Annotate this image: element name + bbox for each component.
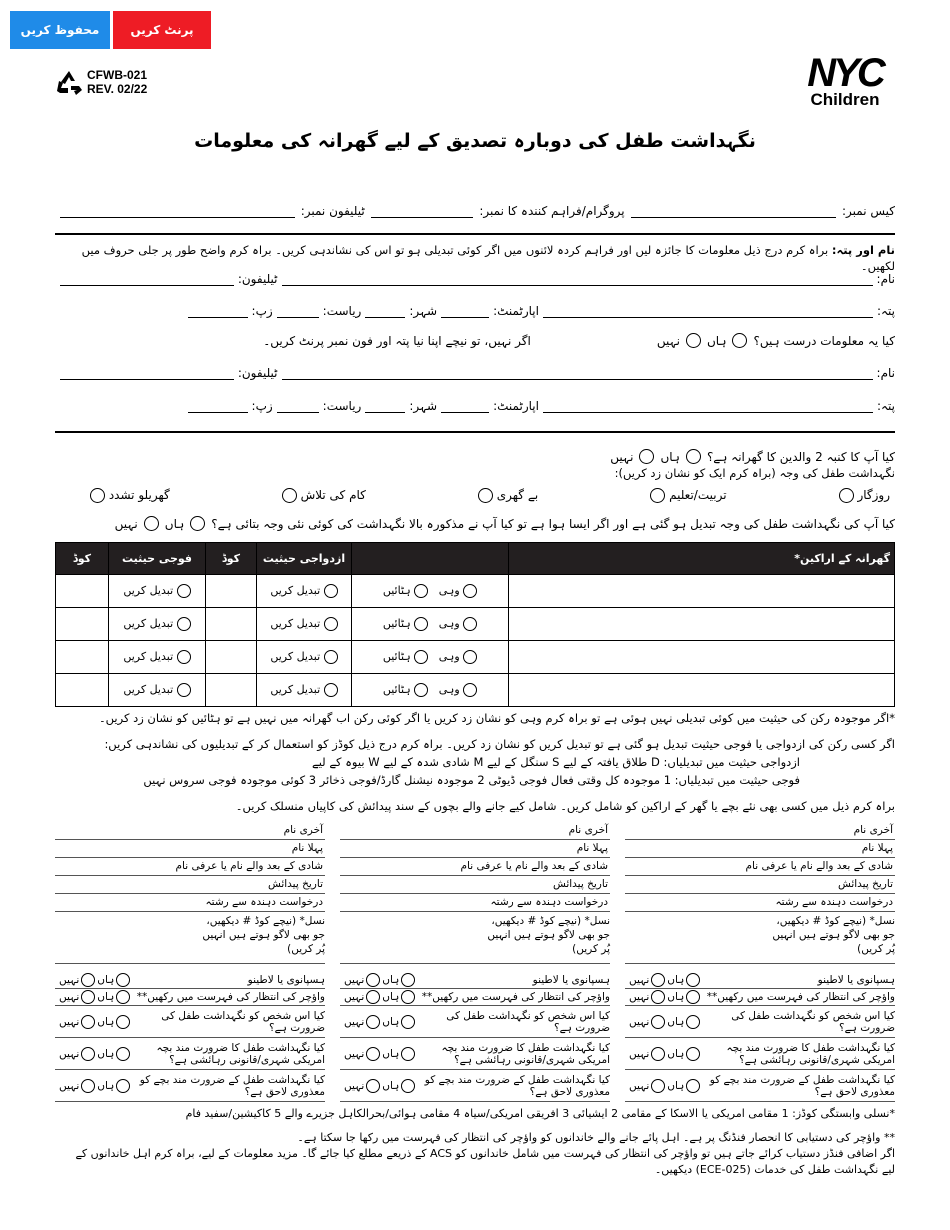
table-note-same: *اگر موجودہ رکن کی حیثیت میں کوئی تبدیلی نہیں ہوئی ہے تو براہ کرم وہی کو نشان زد کریں یا اگر کوئی رکن اب گھرانہ میں نہیں ہے تو ہٹائیں کو نشان زد کریں۔ xyxy=(98,711,895,725)
care-reason-question: نگہداشت طفل کی وجہ (براہ کرم ایک کو نشان زد کریں): xyxy=(614,466,895,480)
address-label: پتہ: xyxy=(876,304,895,318)
no-radio[interactable] xyxy=(651,1079,665,1093)
phone-number-field[interactable] xyxy=(60,206,295,218)
member-name-cell[interactable] xyxy=(509,641,895,674)
no-radio[interactable] xyxy=(651,990,665,1004)
needs-care-question: کیا اس شخص کو نگہداشت طفل کی ضرورت ہے؟ xyxy=(161,1009,325,1034)
marital-change-radio[interactable] xyxy=(324,650,338,664)
voucher-footnote: ** واؤچر کی دستیابی کا انحصار فنڈنگ پر ہے۔ اہل پائے جانے والے خاندانوں کو واؤچر کی انتظار کی فہرست میں رکھا جا سکتا ہے۔ xyxy=(297,1131,895,1144)
marital-codes-note: ازدواجی حیثیت میں تبدیلیاں: D طلاق یافتہ کے لیے S سنگل کے لیے M شادی شدہ کے لیے W بیوہ کے لیے xyxy=(311,755,800,769)
new-address-label: پتہ: xyxy=(876,399,895,413)
citizen-question: کیا نگہداشت طفل کا ضرورت مند بچہ امریکی شہری/قانونی رہائشی ہے؟ xyxy=(726,1041,895,1066)
table-row: تبدیل کریں تبدیل کریں وہی ہٹائیں xyxy=(56,608,895,641)
same-radio[interactable] xyxy=(463,683,477,697)
race-field[interactable]: نسل* (نیچے کوڈ # دیکھیں، جو بھی لاگو ہوتے ہیں انہیں پُر کریں) xyxy=(340,912,610,964)
marital-change-radio[interactable] xyxy=(324,584,338,598)
voucher-waitlist-question: واؤچر کی انتظار کی فہرست میں رکھیں** xyxy=(421,991,610,1003)
remove-radio[interactable] xyxy=(414,683,428,697)
no-radio[interactable] xyxy=(651,1015,665,1029)
new-city-field[interactable] xyxy=(365,401,405,413)
marital-code-cell[interactable] xyxy=(206,608,257,641)
no-radio[interactable] xyxy=(366,1047,380,1061)
marital-code-cell[interactable] xyxy=(206,641,257,674)
first-name-field[interactable]: پہلا نام xyxy=(625,840,895,858)
no-radio[interactable] xyxy=(81,1079,95,1093)
two-parents-question: کیا آپ کا کنبہ 2 والدین کا گھرانہ ہے؟ xyxy=(706,450,895,464)
additional-funds-footnote: اگر اضافی فنڈز دستیاب کرائے جاتے ہیں تو واؤچر کی انتظار کی فہرست میں شامل خاندانوں کو ACS کے ذریعے مطلع کیا جائے گا۔ مزید معلومات کے لیے، براہ کرم اہل خاندانوں کے لیے نگہداشت طفل کی خدمات (ECE-025) دیکھیں۔ xyxy=(75,1147,895,1176)
reason-changed-no-radio[interactable] xyxy=(144,516,159,531)
no-radio[interactable] xyxy=(366,1015,380,1029)
yes-radio[interactable] xyxy=(116,1015,130,1029)
new-city-label: شہر: xyxy=(409,399,438,413)
two-parents-no-radio[interactable] xyxy=(639,449,654,464)
military-code-cell[interactable] xyxy=(56,674,109,707)
needs-care-question: کیا اس شخص کو نگہداشت طفل کی ضرورت ہے؟ xyxy=(446,1009,610,1034)
new-state-field[interactable] xyxy=(277,401,319,413)
new-name-field[interactable] xyxy=(282,368,873,380)
zip-label: زپ: xyxy=(251,304,273,318)
zip-field[interactable] xyxy=(188,306,248,318)
save-button[interactable]: محفوظ کریں xyxy=(10,11,110,49)
hispanic-question: ہسپانوی یا لاطینو xyxy=(532,974,610,986)
same-radio[interactable] xyxy=(463,650,477,664)
child-column-2: آخری نام پہلا نام شادی کے بعد والے نام یا عرفی نام تاریخ پیدائش درخواست دہندہ سے رشتہ نسل* (نیچے کوڈ # دیکھیں، جو بھی لاگو ہوتے ہیں انہیں پُر کریں) ہسپانوی یا لاطینو ہاں نہیں واؤچر کی انتظار کی فہرست میں رکھیں** ہاں نہیں کیا اس شخص کو نگہداشت طفل کی ضرورت ہے؟ ہاں نہیں کیا نگہداشت طفل کا ضرورت مند بچہ امریکی شہری/قانونی رہائشی ہے؟ ہاں نہیں کیا نگہداشت طفل کے ضرورت مند بچے کو معذوری لاحق ہے؟ ہاں نہیں xyxy=(340,822,610,1102)
relation-field[interactable]: درخواست دہندہ سے رشتہ xyxy=(55,894,325,912)
case-number-label: کیس نمبر: xyxy=(841,204,895,218)
new-members-instructions: براہ کرم ذیل میں کسی بھی نئے بچے یا گھر کے اراکین کو شامل کریں۔ شامل کیے جانے والے بچوں کے سند پیدائش کی کاپیاں منسلک کریں۔ xyxy=(235,799,895,813)
citizen-question: کیا نگہداشت طفل کا ضرورت مند بچہ امریکی شہری/قانونی رہائشی ہے؟ xyxy=(441,1041,610,1066)
print-button[interactable]: پرنٹ کریں xyxy=(113,11,211,49)
military-code-cell[interactable] xyxy=(56,575,109,608)
yes-radio[interactable] xyxy=(401,973,415,987)
yes-label: ہاں xyxy=(706,334,727,348)
marital-code-cell[interactable] xyxy=(206,575,257,608)
remove-radio[interactable] xyxy=(414,617,428,631)
first-name-field[interactable]: پہلا نام xyxy=(55,840,325,858)
military-code-cell[interactable] xyxy=(56,608,109,641)
child-column-1: آخری نام پہلا نام شادی کے بعد والے نام یا عرفی نام تاریخ پیدائش درخواست دہندہ سے رشتہ نسل* (نیچے کوڈ # دیکھیں، جو بھی لاگو ہوتے ہیں انہیں پُر کریں) ہسپانوی یا لاطینو ہاں نہیں واؤچر کی انتظار کی فہرست میں رکھیں** ہاں نہیں کیا اس شخص کو نگہداشت طفل کی ضرورت ہے؟ ہاں نہیں کیا نگہداشت طفل کا ضرورت مند بچہ امریکی شہری/قانونی رہائشی ہے؟ ہاں نہیں کیا نگہداشت طفل کے ضرورت مند بچے کو معذوری لاحق ہے؟ ہاں نہیں xyxy=(625,822,895,1102)
yes-radio[interactable] xyxy=(401,990,415,1004)
hispanic-question: ہسپانوی یا لاطینو xyxy=(817,974,895,986)
marital-code-cell[interactable] xyxy=(206,674,257,707)
no-radio[interactable] xyxy=(366,990,380,1004)
page-title: نگہداشت طفل کی دوبارہ تصدیق کے لیے گھرانہ کی معلومات xyxy=(194,130,756,152)
form-revision: REV. 02/22 xyxy=(87,82,148,96)
name-address-instructions: نام اور پتہ: براہ کرم درج ذیل معلومات کا جائزہ لیں اور فراہم کردہ لائنوں میں اگر کوئی تبدیلی ہو تو اس کی نشاندہی کریں۔ براہ کرم واضح طور پر جلی حروف میں لکھیں۔ xyxy=(81,243,895,273)
household-members-table xyxy=(55,542,895,707)
new-phone-field[interactable] xyxy=(60,368,234,380)
no-radio[interactable] xyxy=(651,973,665,987)
reason-domestic-violence[interactable]: گھریلو تشدد xyxy=(90,488,170,503)
state-label: ریاست: xyxy=(322,304,362,318)
yes-label: ہاں xyxy=(164,517,185,531)
two-parents-yes-radio[interactable] xyxy=(686,449,701,464)
military-code-cell[interactable] xyxy=(56,641,109,674)
state-field[interactable] xyxy=(277,306,319,318)
married-name-field[interactable]: شادی کے بعد والے نام یا عرفی نام xyxy=(55,858,325,876)
apt-label: اپارٹمنٹ: xyxy=(493,304,539,318)
table-row: تبدیل کریں تبدیل کریں وہی ہٹائیں xyxy=(56,674,895,707)
yes-radio[interactable] xyxy=(686,973,700,987)
yes-radio[interactable] xyxy=(116,973,130,987)
yes-radio[interactable] xyxy=(686,1047,700,1061)
race-field[interactable]: نسل* (نیچے کوڈ # دیکھیں، جو بھی لاگو ہوتے ہیں انہیں پُر کریں) xyxy=(55,912,325,964)
yes-radio[interactable] xyxy=(686,990,700,1004)
info-correct-yes-radio[interactable] xyxy=(732,333,747,348)
same-radio[interactable] xyxy=(463,617,477,631)
table-note-change: اگر کسی رکن کی ازدواجی یا فوجی حیثیت تبدیل ہو گئی ہے تو تبدیل کریں کو نشان زد کریں۔ براہ کرم درج ذیل کوڈز کو استعمال کر کے تبدیلیوں کی نشاندہی کریں: xyxy=(104,737,895,751)
disability-question: کیا نگہداشت طفل کے ضرورت مند بچے کو معذوری لاحق ہے؟ xyxy=(424,1073,610,1098)
child-column-3: آخری نام پہلا نام شادی کے بعد والے نام یا عرفی نام تاریخ پیدائش درخواست دہندہ سے رشتہ نسل* (نیچے کوڈ # دیکھیں، جو بھی لاگو ہوتے ہیں انہیں پُر کریں) ہسپانوی یا لاطینو ہاں نہیں واؤچر کی انتظار کی فہرست میں رکھیں** ہاں نہیں کیا اس شخص کو نگہداشت طفل کی ضرورت ہے؟ ہاں نہیں کیا نگہداشت طفل کا ضرورت مند بچہ امریکی شہری/قانونی رہائشی ہے؟ ہاں نہیں کیا نگہداشت طفل کے ضرورت مند بچے کو معذوری لاحق ہے؟ ہاں نہیں xyxy=(55,822,325,1102)
phone-number-label: ٹیلیفون نمبر: xyxy=(300,204,365,218)
new-apt-field[interactable] xyxy=(441,401,489,413)
voucher-waitlist-question: واؤچر کی انتظار کی فہرست میں رکھیں** xyxy=(136,991,325,1003)
name-field[interactable] xyxy=(282,274,873,286)
marital-change-radio[interactable] xyxy=(324,617,338,631)
reason-employment[interactable]: روزگار xyxy=(839,488,890,503)
new-name-label: نام: xyxy=(876,366,895,380)
last-name-field[interactable]: آخری نام xyxy=(55,822,325,840)
member-name-cell[interactable] xyxy=(509,575,895,608)
no-radio[interactable] xyxy=(651,1047,665,1061)
needs-care-question: کیا اس شخص کو نگہداشت طفل کی ضرورت ہے؟ xyxy=(731,1009,895,1034)
military-change-radio[interactable] xyxy=(177,683,191,697)
table-row: تبدیل کریں تبدیل کریں وہی ہٹائیں xyxy=(56,641,895,674)
info-correct-question: کیا یہ معلومات درست ہیں؟ xyxy=(753,334,895,348)
members-header: گھرانہ کے اراکین* xyxy=(509,543,895,575)
info-correct-note: اگر نہیں، تو نیچے اپنا نیا پتہ اور فون نمبر پرنٹ کریں۔ xyxy=(263,334,531,348)
yes-radio[interactable] xyxy=(686,1015,700,1029)
no-radio[interactable] xyxy=(81,990,95,1004)
status-header xyxy=(352,543,509,575)
program-number-label: پروگرام/فراہم کنندہ کا نمبر: xyxy=(479,204,625,218)
table-row: تبدیل کریں تبدیل کریں وہی ہٹائیں xyxy=(56,575,895,608)
last-name-field[interactable]: آخری نام xyxy=(625,822,895,840)
no-label: نہیں xyxy=(656,334,680,348)
care-reason-options xyxy=(90,488,890,503)
form-code: CFWB-021 xyxy=(87,68,148,82)
dob-field[interactable]: تاریخ پیدائش xyxy=(55,876,325,894)
new-apt-label: اپارٹمنٹ: xyxy=(493,399,539,413)
member-name-cell[interactable] xyxy=(509,674,895,707)
address-field[interactable] xyxy=(543,306,873,318)
new-address-field[interactable] xyxy=(543,401,873,413)
remove-radio[interactable] xyxy=(414,584,428,598)
yes-radio[interactable] xyxy=(401,1015,415,1029)
member-name-cell[interactable] xyxy=(509,608,895,641)
phone-label: ٹیلیفون: xyxy=(237,272,278,286)
yes-radio[interactable] xyxy=(686,1079,700,1093)
info-correct-no-radio[interactable] xyxy=(686,333,701,348)
new-zip-field[interactable] xyxy=(188,401,248,413)
military-code-header: کوڈ xyxy=(56,543,109,575)
same-radio[interactable] xyxy=(463,584,477,598)
relation-field[interactable]: درخواست دہندہ سے رشتہ xyxy=(340,894,610,912)
married-name-field[interactable]: شادی کے بعد والے نام یا عرفی نام xyxy=(625,858,895,876)
citizen-question: کیا نگہداشت طفل کا ضرورت مند بچہ امریکی شہری/قانونی رہائشی ہے؟ xyxy=(156,1041,325,1066)
no-label: نہیں xyxy=(610,450,634,464)
no-radio[interactable] xyxy=(81,1047,95,1061)
yes-radio[interactable] xyxy=(401,1047,415,1061)
military-change-radio[interactable] xyxy=(177,650,191,664)
no-label: نہیں xyxy=(114,517,138,531)
recycle-icon xyxy=(55,70,83,96)
race-field[interactable]: نسل* (نیچے کوڈ # دیکھیں، جو بھی لاگو ہوتے ہیں انہیں پُر کریں) xyxy=(625,912,895,964)
yes-radio[interactable] xyxy=(116,1047,130,1061)
military-change-radio[interactable] xyxy=(177,617,191,631)
marital-change-radio[interactable] xyxy=(324,683,338,697)
first-name-field[interactable]: پہلا نام xyxy=(340,840,610,858)
program-number-field[interactable] xyxy=(371,206,474,218)
yes-radio[interactable] xyxy=(116,990,130,1004)
yes-radio[interactable] xyxy=(401,1079,415,1093)
remove-radio[interactable] xyxy=(414,650,428,664)
disability-question: کیا نگہداشت طفل کے ضرورت مند بچے کو معذوری لاحق ہے؟ xyxy=(139,1073,325,1098)
apt-field[interactable] xyxy=(441,306,489,318)
city-field[interactable] xyxy=(365,306,405,318)
new-zip-label: زپ: xyxy=(251,399,273,413)
military-change-radio[interactable] xyxy=(177,584,191,598)
marital-status-header: ازدواجی حیثیت xyxy=(257,543,352,575)
no-radio[interactable] xyxy=(81,1015,95,1029)
dob-field[interactable]: تاریخ پیدائش xyxy=(625,876,895,894)
dob-field[interactable]: تاریخ پیدائش xyxy=(340,876,610,894)
reason-changed-question: کیا آپ کی نگہداشت طفل کی وجہ تبدیل ہو گئی ہے اور اگر ایسا ہوا ہے تو کیا آپ نے مذکورہ بالا نگہداشت کی کوئی نئی وجہ بتائی ہے؟ xyxy=(211,517,895,531)
reason-homeless[interactable]: بے گھری xyxy=(478,488,538,503)
new-state-label: ریاست: xyxy=(322,399,362,413)
yes-radio[interactable] xyxy=(116,1079,130,1093)
table-header xyxy=(56,543,895,575)
voucher-waitlist-question: واؤچر کی انتظار کی فہرست میں رکھیں** xyxy=(706,991,895,1003)
race-codes-footnote: *نسلی وابستگی کوڈز: 1 مقامی امریکی یا الاسکا کے مقامی 2 ایشیائی 3 افریقی امریکی/سیاہ 4 مقامی ہوائی/بحرالکاہل جزیرے والے 5 کاکیشین/سفید فام xyxy=(185,1107,895,1120)
new-phone-label: ٹیلیفون: xyxy=(237,366,278,380)
reason-changed-yes-radio[interactable] xyxy=(190,516,205,531)
reason-training[interactable]: تربیت/تعلیم xyxy=(650,488,726,503)
name-label: نام: xyxy=(876,272,895,286)
case-number-field[interactable] xyxy=(631,206,836,218)
no-radio[interactable] xyxy=(81,973,95,987)
hispanic-question: ہسپانوی یا لاطینو xyxy=(247,974,325,986)
marital-code-header: کوڈ xyxy=(206,543,257,575)
city-label: شہر: xyxy=(409,304,438,318)
military-codes-note: فوجی حیثیت میں تبدیلیاں: 1 موجودہ کل وقتی فعال فوجی ڈیوٹی 2 موجودہ نیشنل گارڈ/فوجی ذخائر 3 کوئی موجودہ فوجی سروس نہیں xyxy=(143,773,800,787)
nyc-children-logo: NYC Children xyxy=(807,51,883,109)
last-name-field[interactable]: آخری نام xyxy=(340,822,610,840)
relation-field[interactable]: درخواست دہندہ سے رشتہ xyxy=(625,894,895,912)
phone-field[interactable] xyxy=(60,274,234,286)
disability-question: کیا نگہداشت طفل کے ضرورت مند بچے کو معذوری لاحق ہے؟ xyxy=(709,1073,895,1098)
married-name-field[interactable]: شادی کے بعد والے نام یا عرفی نام xyxy=(340,858,610,876)
reason-job-search[interactable]: کام کی تلاش xyxy=(282,488,366,503)
yes-label: ہاں xyxy=(660,450,680,464)
military-status-header: فوجی حیثیت xyxy=(109,543,206,575)
no-radio[interactable] xyxy=(366,1079,380,1093)
no-radio[interactable] xyxy=(366,973,380,987)
